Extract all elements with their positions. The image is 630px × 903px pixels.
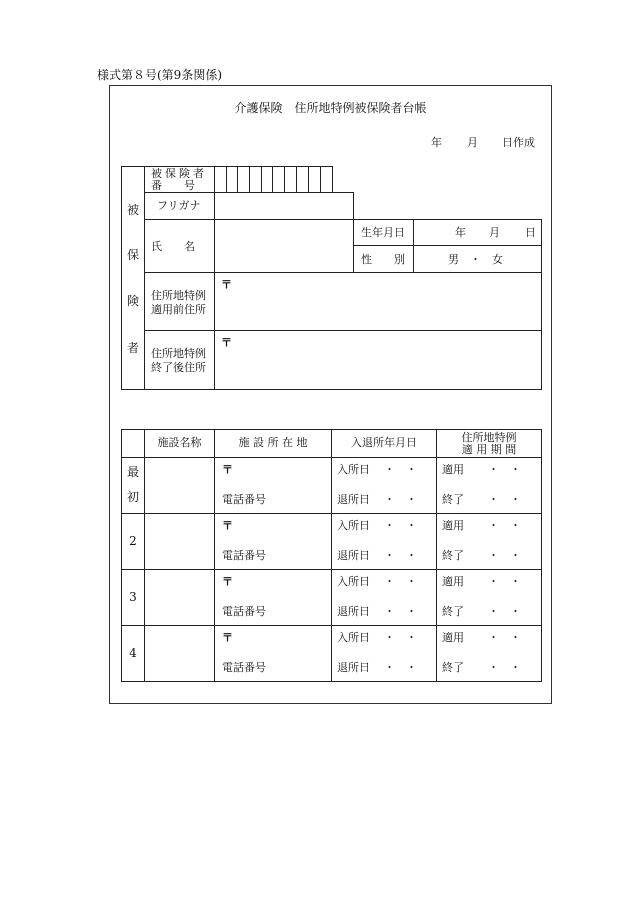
furigana-field[interactable] [215, 193, 353, 219]
date-day-label: 日作成 [502, 136, 535, 149]
birthdate-year-unit: 年 [455, 226, 466, 239]
form-title: 介護保険 住所地特例被保険者台帳 [234, 101, 427, 115]
form-number: 様式第８号(第9条関係) [97, 68, 222, 82]
address-before-label-2: 適用前住所 [151, 303, 206, 316]
postal-mark-before: 〒 [221, 278, 232, 291]
furigana-label: フリガナ [157, 199, 201, 212]
entry-date-dots: ・ ・ [384, 463, 417, 476]
apply-date-dots: ・ ・ [488, 519, 521, 532]
address-after-label-2: 終了後住所 [151, 361, 206, 374]
entry-date-dots: ・ ・ [384, 575, 417, 588]
entry-label: 入所日 [337, 463, 370, 476]
insured-number-label-2: 番 号 [151, 179, 195, 192]
postal-mark: 〒 [222, 519, 233, 532]
row-label-2: 2 [129, 534, 137, 548]
end-date-dots: ・ ・ [488, 549, 521, 562]
exit-label: 退所日 [337, 549, 370, 562]
end-label: 終了 [442, 549, 464, 562]
exit-date-dots: ・ ・ [384, 605, 417, 618]
insured-side-label-2: 保 [126, 248, 139, 262]
row-label-3: 3 [129, 590, 137, 604]
facility-name-field[interactable] [145, 514, 214, 569]
phone-label: 電話番号 [222, 493, 266, 506]
phone-label: 電話番号 [222, 549, 266, 562]
row-label-4: 4 [129, 646, 137, 660]
entry-label: 入所日 [337, 575, 370, 588]
insured-number-label: 被保険者 [151, 167, 207, 180]
insured-number-field[interactable] [215, 167, 333, 192]
address-after-field[interactable] [215, 331, 541, 389]
address-before-field[interactable] [215, 273, 541, 330]
phone-label: 電話番号 [222, 661, 266, 674]
end-label: 終了 [442, 661, 464, 674]
apply-label: 適用 [442, 575, 464, 588]
facility-name-field[interactable] [145, 626, 214, 681]
header-facility-location: 施 設 所 在 地 [238, 436, 308, 449]
facility-name-field[interactable] [145, 458, 214, 513]
header-entry-exit-dates: 入退所年月日 [351, 436, 417, 449]
end-label: 終了 [442, 493, 464, 506]
exit-label: 退所日 [337, 493, 370, 506]
entry-label: 入所日 [337, 631, 370, 644]
header-special-period-2: 適 用 期 間 [461, 443, 517, 456]
date-month-label: 月 [467, 136, 478, 149]
exit-date-dots: ・ ・ [384, 549, 417, 562]
entry-date-dots: ・ ・ [384, 519, 417, 532]
name-label: 氏 名 [151, 240, 195, 253]
exit-date-dots: ・ ・ [384, 493, 417, 506]
apply-date-dots: ・ ・ [488, 463, 521, 476]
phone-label: 電話番号 [222, 605, 266, 618]
header-special-period: 住所地特例 [461, 431, 517, 444]
end-date-dots: ・ ・ [488, 661, 521, 674]
birthdate-label: 生年月日 [361, 226, 405, 239]
header-facility-name: 施設名称 [157, 436, 202, 449]
postal-mark: 〒 [222, 631, 233, 644]
insured-side-label-3: 険 [126, 294, 139, 308]
postal-mark: 〒 [222, 463, 233, 476]
exit-label: 退所日 [337, 605, 370, 618]
birthdate-month-unit: 月 [489, 226, 500, 239]
address-after-label: 住所地特例 [151, 347, 206, 360]
apply-label: 適用 [442, 463, 464, 476]
sex-options[interactable]: 男 ・ 女 [448, 253, 503, 266]
date-year-label: 年 [431, 136, 442, 149]
exit-date-dots: ・ ・ [384, 661, 417, 674]
facility-name-field[interactable] [145, 570, 214, 625]
insured-side-label-1: 被 [126, 203, 139, 217]
entry-label: 入所日 [337, 519, 370, 532]
row-label-first-2: 初 [126, 490, 139, 504]
end-label: 終了 [442, 605, 464, 618]
name-field[interactable] [215, 220, 353, 272]
birthdate-day-unit: 日 [525, 226, 536, 239]
row-label-first-1: 最 [126, 465, 139, 479]
apply-date-dots: ・ ・ [488, 575, 521, 588]
sex-label: 性 別 [361, 253, 405, 266]
postal-mark-after: 〒 [221, 336, 232, 349]
address-before-label: 住所地特例 [151, 289, 206, 302]
insured-side-label-4: 者 [126, 341, 139, 355]
postal-mark: 〒 [222, 575, 233, 588]
end-date-dots: ・ ・ [488, 493, 521, 506]
end-date-dots: ・ ・ [488, 605, 521, 618]
apply-label: 適用 [442, 631, 464, 644]
exit-label: 退所日 [337, 661, 370, 674]
apply-date-dots: ・ ・ [488, 631, 521, 644]
entry-date-dots: ・ ・ [384, 631, 417, 644]
apply-label: 適用 [442, 519, 464, 532]
